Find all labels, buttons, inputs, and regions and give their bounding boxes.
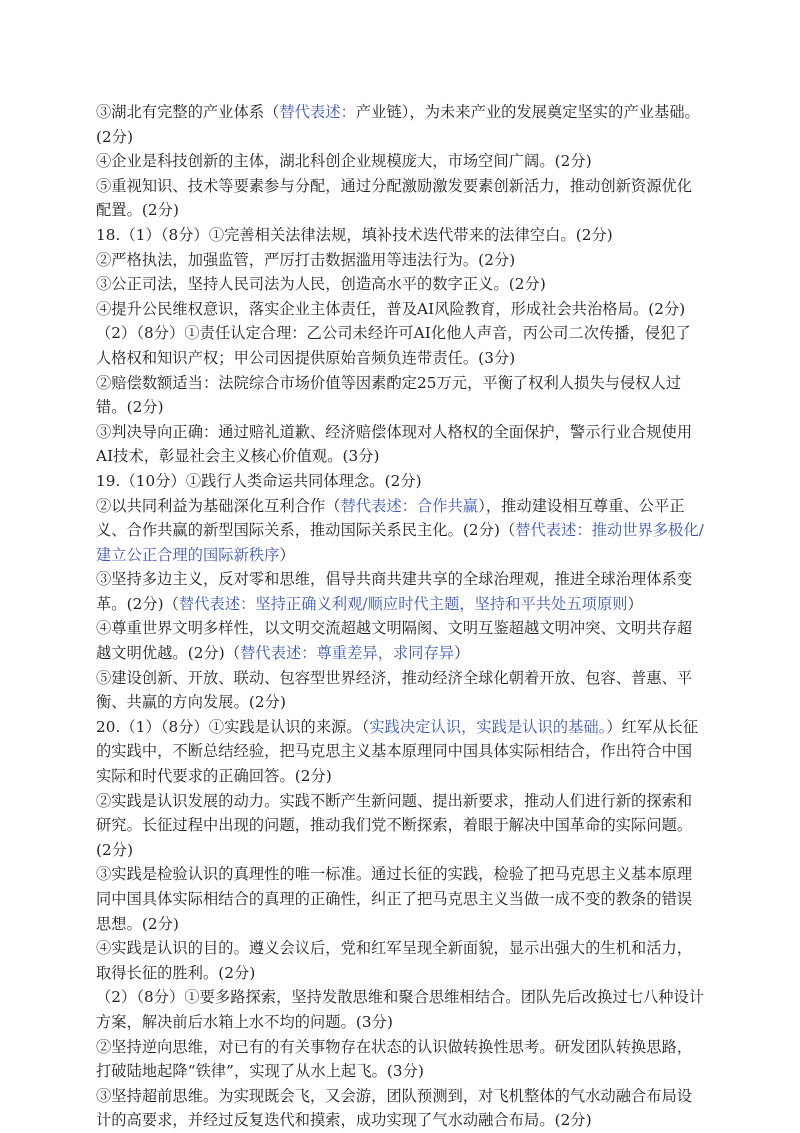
answer-line: ④实践是认识的目的。遵义会议后，党和红军呈现全新面貌，显示出强大的生机和活力，取得长征的胜利。(2分) <box>96 939 693 982</box>
answer-line: ⑤重视知识、技术等要素参与分配，通过分配激励激发要素创新活力，推动创新资源优化配置。(2分) <box>96 176 693 220</box>
answer-line: ③公正司法，坚持人民司法为人民，创造高水平的数字正义。(2分) <box>96 275 546 294</box>
answer-line: ②严格执法，加强监管，严厉打击数据滥用等违法行为。(2分) <box>96 250 516 269</box>
question-19: 19.（10分）①践行人类命运共同体理念。(2分) <box>96 471 422 490</box>
question-18-part-2: （2）（8分）①责任认定合理：乙公司未经许可AI化他人声音，丙公司二次传播，侵犯了人格权和知识产权；甲公司因提供原始音频负连带责任。(3分) <box>96 324 691 367</box>
question-18-part-1: 18.（1）（8分）①完善相关法律法规，填补技术迭代带来的法律空白。(2分) <box>96 225 613 244</box>
answer-line: ③湖北有完整的产业体系（替代表述：产业链），为未来产业的发展奠定坚实的产业基础。(2分) <box>96 103 700 146</box>
answer-line: ④尊重世界文明多样性，以文明交流超越文明隔阂、文明互鉴超越文明冲突、文明共存超越文明优越。(2分)（替代表述：尊重差异，求同存异） <box>96 619 693 663</box>
question-20-part-1: 20.（1）（8分）①实践是认识的来源。（实践决定认识，实践是认识的基础。）红军从长征的实践中，不断总结经验，把马克思主义基本原理同中国具体实际相结合，作出符合中国实际和时代要求的正确回答。(2分) <box>96 717 699 786</box>
answer-line: ③坚持超前思维。为实现既会飞，又会游，团队预测到，对飞机整体的气水动融合布局设计的高要求，并经过反复迭代和摸索，成功实现了气水动融合布局。(2分) <box>96 1086 693 1130</box>
answer-line: ③判决导向正确：通过赔礼道歉、经济赔偿体现对人格权的全面保护，警示行业合规使用AI技术，彰显社会主义核心价值观。(3分) <box>96 422 693 466</box>
answer-line: ③坚持多边主义，反对零和思维，倡导共商共建共享的全球治理观，推进全球治理体系变革。(2分)（替代表述：坚持正确义利观/顺应时代主题，坚持和平共处五项原则） <box>96 570 693 613</box>
answer-line: ⑤建设创新、开放、联动、包容型世界经济，推动经济全球化朝着开放、包容、普惠、平衡、共赢的方向发展。(2分) <box>96 668 693 712</box>
answer-line: ②坚持逆向思维，对已有的有关事物存在状态的认识做转换性思考。研发团队转换思路，打破陆地起降“铁律”，实现了从水上起飞。(3分) <box>96 1037 693 1081</box>
answer-line: ④企业是科技创新的主体，湖北科创企业规模庞大，市场空间广阔。(2分) <box>96 152 592 171</box>
question-20-part-2: （2）（8分）①要多路探索，坚持发散思维和聚合思维相结合。团队先后改换过七八种设计方案，解决前后水箱上水不均的问题。(3分) <box>96 988 705 1031</box>
answer-line: ④提升公民维权意识，落实企业主体责任，普及AI风险教育，形成社会共治格局。(2分) <box>96 299 686 318</box>
answer-line: ②实践是认识发展的动力。实践不断产生新问题、提出新要求，推动人们进行新的探索和研究。长征过程中出现的问题，推动我们党不断探索，着眼于解决中国革命的实际问题。(2分) <box>96 791 693 859</box>
answer-line: ③实践是检验认识的真理性的唯一标准。通过长征的实践，检验了把马克思主义基本原理同中国具体实际相结合的真理的正确性，纠正了把马克思主义当做一成不变的教条的错误思想。(2分) <box>96 865 693 933</box>
answer-line: ②以共同利益为基础深化互利合作（替代表述：合作共赢），推动建设相互尊重、公平正义、合作共赢的新型国际关系，推动国际关系民主化。(2分)（替代表述：推动世界多极化/建立公正合理的国际新秩序） <box>96 496 704 564</box>
answer-line: ②赔偿数额适当：法院综合市场价值等因素酌定25万元，平衡了权利人损失与侵权人过错。(2分) <box>96 373 682 417</box>
answer-key-text <box>96 100 706 1133</box>
